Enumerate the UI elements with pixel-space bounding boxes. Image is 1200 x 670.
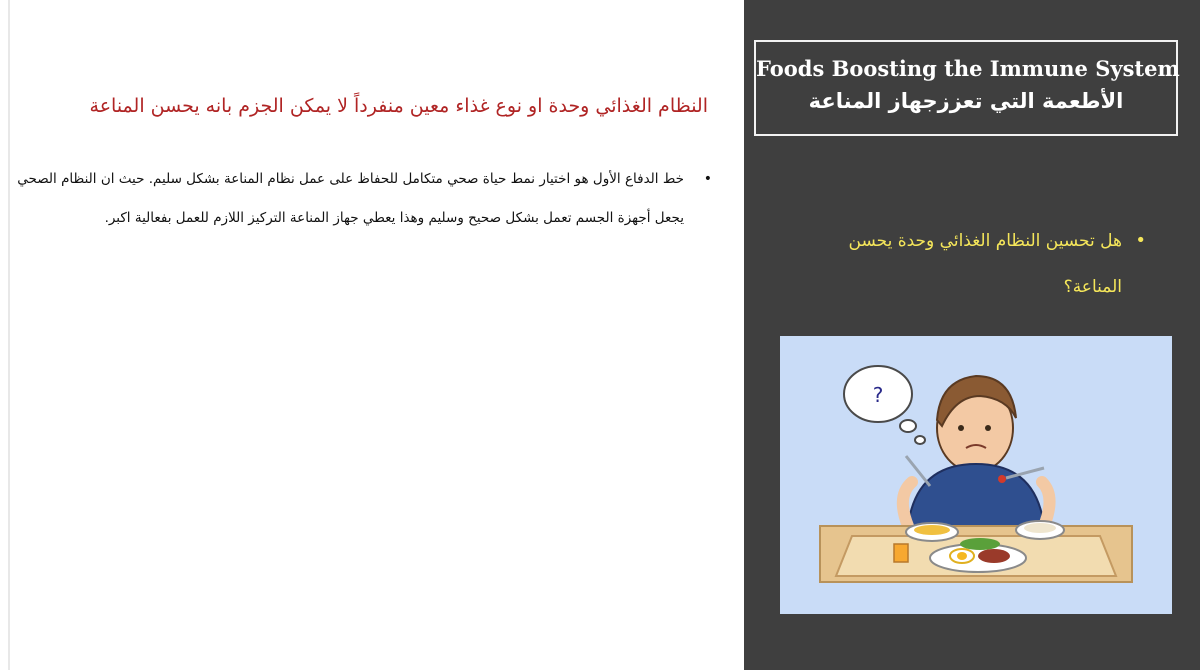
bullet-icon: • xyxy=(1135,230,1146,251)
illustration-icon xyxy=(780,336,1172,614)
slide-body-paragraph xyxy=(0,160,712,238)
thought-dot-icon xyxy=(915,436,925,444)
slide-edge-divider xyxy=(8,0,10,670)
question-mark-icon: ? xyxy=(872,383,884,407)
juice-glass-icon xyxy=(894,544,908,562)
slide-heading: النظام الغذائي وحدة او نوع غذاء معين منفرداً لا يمكن الجزم بانه يحسن المناعة xyxy=(89,95,708,117)
sidebar-pane xyxy=(744,0,1200,670)
title-box xyxy=(754,40,1178,136)
thought-dot-icon xyxy=(900,420,916,432)
title-english: Foods Boosting the Immune System xyxy=(756,56,1180,81)
man-eating-illustration xyxy=(780,336,1172,614)
bullet-icon: • xyxy=(703,171,712,187)
body-text: خط الدفاع الأول هو اختيار نمط حياة صحي متكامل للحفاظ على عمل نظام المناعة بشكل سليم. حيث ان النظام الصحي يجعل أجهزة الجسم تعمل بشكل صحيح وسليم وهذا يعطي جهاز المناعة التركيز اللازم للعمل بفعالية اكبر. xyxy=(17,171,684,226)
question-bullet xyxy=(792,218,1144,310)
question-text: هل تحسين النظام الغذائي وحدة يحسن المناعة؟ xyxy=(848,231,1122,297)
title-arabic: الأطعمة التي تعززجهاز المناعة xyxy=(808,89,1124,113)
